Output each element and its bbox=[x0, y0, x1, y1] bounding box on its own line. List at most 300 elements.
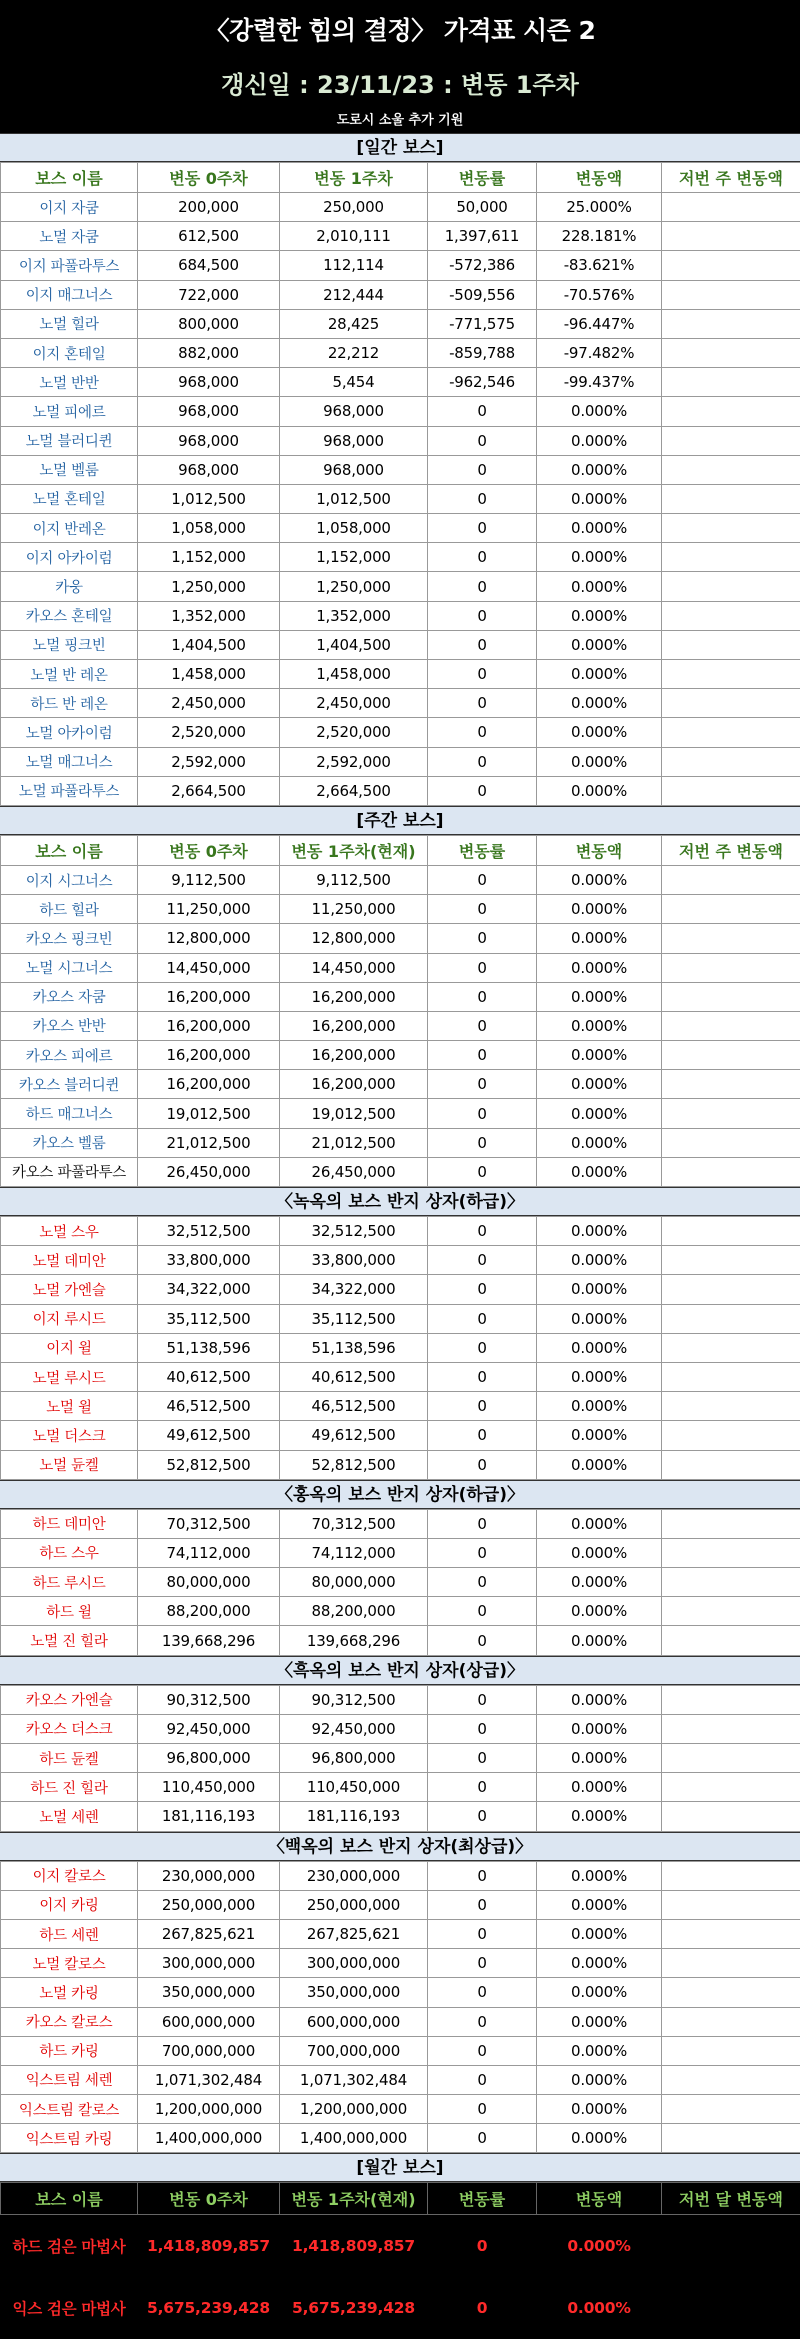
boss-name-cell: 하드 진 힐라 bbox=[1, 1773, 138, 1802]
week1-price-cell: 250,000,000 bbox=[280, 1890, 428, 1919]
last-change-cell bbox=[662, 572, 800, 601]
update-date: 갱신일 : 23/11/23 : 변동 1주차 bbox=[221, 71, 579, 99]
change-amount-cell: 0 bbox=[428, 1128, 537, 1157]
subtitle: 도로시 소울 추가 기원 bbox=[336, 113, 464, 128]
change-amount-cell: 0 bbox=[428, 2036, 537, 2065]
change-amount-cell: 0 bbox=[428, 924, 537, 953]
week1-price-cell: 968,000 bbox=[280, 455, 428, 484]
boss-name-cell: 노멀 혼테일 bbox=[1, 484, 138, 513]
table-row bbox=[1, 1685, 800, 1714]
boss-name-cell: 이지 루시드 bbox=[1, 1304, 138, 1333]
table-row bbox=[1, 338, 800, 367]
week0-price-cell: 34,322,000 bbox=[138, 1275, 280, 1304]
change-rate-cell: 0.000% bbox=[537, 776, 662, 805]
last-change-cell bbox=[662, 368, 800, 397]
change-rate-cell: 0.000% bbox=[537, 543, 662, 572]
week0-price-cell: 2,520,000 bbox=[138, 718, 280, 747]
last-change-cell bbox=[662, 660, 800, 689]
week0-price-cell: 968,000 bbox=[138, 397, 280, 426]
table-row bbox=[1, 484, 800, 513]
week1-price-cell: 9,112,500 bbox=[280, 865, 428, 894]
last-change-cell bbox=[662, 2007, 800, 2036]
change-rate-cell: 25.000% bbox=[537, 193, 662, 222]
change-rate-cell: 0.000% bbox=[537, 572, 662, 601]
table-row bbox=[1, 514, 800, 543]
table-row bbox=[1, 397, 800, 426]
last-change-cell bbox=[662, 1685, 800, 1714]
table-row bbox=[1, 1890, 800, 1919]
last-change-cell bbox=[662, 2124, 800, 2153]
week1-price-cell: 968,000 bbox=[280, 426, 428, 455]
change-amount-cell: 0 bbox=[428, 630, 537, 659]
white-box-table bbox=[0, 1861, 800, 2154]
table-row bbox=[1, 1919, 800, 1948]
week0-price-cell: 1,418,809,857 bbox=[138, 2215, 280, 2277]
table-row bbox=[1, 543, 800, 572]
green-box-rows bbox=[1, 1217, 800, 1480]
change-rate-cell: 0.000% bbox=[537, 1450, 662, 1479]
change-rate-cell: 0.000% bbox=[537, 1978, 662, 2007]
week1-price-cell: 110,450,000 bbox=[280, 1773, 428, 1802]
change-rate-cell: 0.000% bbox=[537, 1362, 662, 1391]
change-amount-cell: 0 bbox=[428, 514, 537, 543]
week1-price-cell: 5,454 bbox=[280, 368, 428, 397]
change-amount-cell: 0 bbox=[428, 982, 537, 1011]
week0-price-cell: 1,200,000,000 bbox=[138, 2095, 280, 2124]
week0-price-cell: 1,012,500 bbox=[138, 484, 280, 513]
boss-name-cell: 노멀 블러디퀸 bbox=[1, 426, 138, 455]
boss-name-cell: 하드 세렌 bbox=[1, 1919, 138, 1948]
week1-price-cell: 46,512,500 bbox=[280, 1392, 428, 1421]
last-change-cell bbox=[662, 1362, 800, 1391]
week0-price-cell: 882,000 bbox=[138, 338, 280, 367]
week0-price-cell: 200,000 bbox=[138, 193, 280, 222]
boss-name-cell: 노멀 데미안 bbox=[1, 1246, 138, 1275]
week0-price-cell: 250,000,000 bbox=[138, 1890, 280, 1919]
table-row bbox=[1, 251, 800, 280]
table-row bbox=[1, 1949, 800, 1978]
change-amount-cell: 0 bbox=[428, 1157, 537, 1186]
week0-price-cell: 230,000,000 bbox=[138, 1861, 280, 1890]
last-change-cell bbox=[662, 193, 800, 222]
change-amount-cell: 0 bbox=[428, 1304, 537, 1333]
week0-price-cell: 722,000 bbox=[138, 280, 280, 309]
change-amount-cell: -509,556 bbox=[428, 280, 537, 309]
last-change-cell bbox=[662, 747, 800, 776]
week0-price-cell: 700,000,000 bbox=[138, 2036, 280, 2065]
week0-price-cell: 800,000 bbox=[138, 309, 280, 338]
week0-price-cell: 16,200,000 bbox=[138, 1011, 280, 1040]
boss-name-cell: 이지 반레온 bbox=[1, 514, 138, 543]
green-box-banner: 〈녹옥의 보스 반지 상자(하급)〉 bbox=[0, 1187, 800, 1216]
table-row bbox=[1, 1744, 800, 1773]
change-amount-cell: 0 bbox=[428, 397, 537, 426]
change-rate-cell: 0.000% bbox=[537, 1626, 662, 1655]
change-rate-cell: 0.000% bbox=[537, 601, 662, 630]
table-row bbox=[1, 2215, 800, 2277]
change-rate-cell: 0.000% bbox=[537, 747, 662, 776]
last-change-cell bbox=[662, 689, 800, 718]
week1-price-cell: 230,000,000 bbox=[280, 1861, 428, 1890]
weekly-rows bbox=[1, 865, 800, 1186]
week1-price-cell: 968,000 bbox=[280, 397, 428, 426]
boss-name-cell: 카오스 가엔슬 bbox=[1, 1685, 138, 1714]
boss-name-cell: 하드 윌 bbox=[1, 1597, 138, 1626]
week1-price-cell: 35,112,500 bbox=[280, 1304, 428, 1333]
table-row bbox=[1, 630, 800, 659]
week0-price-cell: 1,071,302,484 bbox=[138, 2065, 280, 2094]
change-rate-cell: 0.000% bbox=[537, 630, 662, 659]
table-row bbox=[1, 222, 800, 251]
boss-name-cell: 카오스 블러디퀸 bbox=[1, 1070, 138, 1099]
last-change-cell bbox=[662, 601, 800, 630]
white-box-rows bbox=[1, 1861, 800, 2153]
boss-name-cell: 카웅 bbox=[1, 572, 138, 601]
week1-price-cell: 1,352,000 bbox=[280, 601, 428, 630]
boss-name-cell: 카오스 혼테일 bbox=[1, 601, 138, 630]
week0-price-cell: 110,450,000 bbox=[138, 1773, 280, 1802]
change-amount-cell: 0 bbox=[428, 1714, 537, 1743]
boss-name-cell: 카오스 피에르 bbox=[1, 1041, 138, 1070]
daily-header-row bbox=[1, 163, 800, 193]
week1-price-cell: 1,012,500 bbox=[280, 484, 428, 513]
table-row bbox=[1, 2095, 800, 2124]
change-amount-cell: 0 bbox=[428, 689, 537, 718]
boss-name-cell: 카오스 더스크 bbox=[1, 1714, 138, 1743]
change-rate-cell: 0.000% bbox=[537, 924, 662, 953]
change-rate-cell: 0.000% bbox=[537, 982, 662, 1011]
week1-price-cell: 16,200,000 bbox=[280, 1011, 428, 1040]
week1-price-cell: 1,058,000 bbox=[280, 514, 428, 543]
change-amount-cell: -771,575 bbox=[428, 309, 537, 338]
change-rate-cell: 0.000% bbox=[537, 1157, 662, 1186]
daily-table bbox=[0, 162, 800, 806]
week0-price-cell: 51,138,596 bbox=[138, 1333, 280, 1362]
boss-name-cell: 익스트림 세렌 bbox=[1, 2065, 138, 2094]
last-change-cell bbox=[662, 1744, 800, 1773]
table-row bbox=[1, 1450, 800, 1479]
table-row bbox=[1, 776, 800, 805]
week1-price-cell: 300,000,000 bbox=[280, 1949, 428, 1978]
column-header: 변동 0주차 bbox=[138, 835, 280, 865]
boss-name-cell: 이지 파풀라투스 bbox=[1, 251, 138, 280]
change-rate-cell: 0.000% bbox=[537, 1421, 662, 1450]
week1-price-cell: 139,668,296 bbox=[280, 1626, 428, 1655]
change-rate-cell: 0.000% bbox=[537, 484, 662, 513]
change-amount-cell: 0 bbox=[428, 895, 537, 924]
boss-name-cell: 노멀 카링 bbox=[1, 1978, 138, 2007]
last-change-cell bbox=[662, 982, 800, 1011]
boss-name-cell: 노멀 칼로스 bbox=[1, 1949, 138, 1978]
week1-price-cell: 33,800,000 bbox=[280, 1246, 428, 1275]
week0-price-cell: 1,058,000 bbox=[138, 514, 280, 543]
daily-banner: [일간 보스] bbox=[0, 133, 800, 162]
week0-price-cell: 2,592,000 bbox=[138, 747, 280, 776]
last-change-cell bbox=[662, 2277, 800, 2339]
week1-price-cell: 14,450,000 bbox=[280, 953, 428, 982]
red-box-banner: 〈홍옥의 보스 반지 상자(하급)〉 bbox=[0, 1480, 800, 1509]
table-row bbox=[1, 368, 800, 397]
change-rate-cell: 0.000% bbox=[537, 1128, 662, 1157]
boss-name-cell: 노멀 매그너스 bbox=[1, 747, 138, 776]
week1-price-cell: 250,000 bbox=[280, 193, 428, 222]
change-amount-cell: 0 bbox=[428, 1217, 537, 1246]
week0-price-cell: 16,200,000 bbox=[138, 1070, 280, 1099]
boss-name-cell: 카오스 반반 bbox=[1, 1011, 138, 1040]
weekly-table bbox=[0, 835, 800, 1187]
change-rate-cell: -70.576% bbox=[537, 280, 662, 309]
column-header: 변동률 bbox=[428, 2183, 537, 2215]
change-amount-cell: 0 bbox=[428, 1626, 537, 1655]
week0-price-cell: 52,812,500 bbox=[138, 1450, 280, 1479]
week0-price-cell: 684,500 bbox=[138, 251, 280, 280]
column-header: 저번 달 변동액 bbox=[662, 2183, 800, 2215]
change-amount-cell: 0 bbox=[428, 1685, 537, 1714]
last-change-cell bbox=[662, 1333, 800, 1362]
table-row bbox=[1, 1070, 800, 1099]
sheet-header bbox=[0, 0, 800, 133]
last-change-cell bbox=[662, 1538, 800, 1567]
change-rate-cell: 0.000% bbox=[537, 2095, 662, 2124]
week0-price-cell: 1,400,000,000 bbox=[138, 2124, 280, 2153]
table-row bbox=[1, 2124, 800, 2153]
week1-price-cell: 2,664,500 bbox=[280, 776, 428, 805]
table-row bbox=[1, 747, 800, 776]
table-row bbox=[1, 953, 800, 982]
change-amount-cell: 0 bbox=[428, 1802, 537, 1831]
change-amount-cell: 0 bbox=[428, 2277, 537, 2339]
week1-price-cell: 350,000,000 bbox=[280, 1978, 428, 2007]
monthly-rows bbox=[1, 2215, 800, 2339]
boss-name-cell: 노멀 스우 bbox=[1, 1217, 138, 1246]
week0-price-cell: 1,250,000 bbox=[138, 572, 280, 601]
change-rate-cell: 0.000% bbox=[537, 397, 662, 426]
change-rate-cell: 0.000% bbox=[537, 1568, 662, 1597]
table-row bbox=[1, 2036, 800, 2065]
change-amount-cell: 0 bbox=[428, 1861, 537, 1890]
change-rate-cell: 0.000% bbox=[537, 1773, 662, 1802]
table-row bbox=[1, 193, 800, 222]
last-change-cell bbox=[662, 1861, 800, 1890]
last-change-cell bbox=[662, 280, 800, 309]
last-change-cell bbox=[662, 1217, 800, 1246]
green-box-table bbox=[0, 1216, 800, 1480]
table-row bbox=[1, 1128, 800, 1157]
last-change-cell bbox=[662, 776, 800, 805]
change-rate-cell: 0.000% bbox=[537, 1685, 662, 1714]
boss-name-cell: 하드 검은 마법사 bbox=[1, 2215, 138, 2277]
week1-price-cell: 2,592,000 bbox=[280, 747, 428, 776]
last-change-cell bbox=[662, 1275, 800, 1304]
change-amount-cell: 0 bbox=[428, 1919, 537, 1948]
change-rate-cell: 0.000% bbox=[537, 1041, 662, 1070]
boss-name-cell: 노멀 루시드 bbox=[1, 1362, 138, 1391]
boss-name-cell: 노멀 세렌 bbox=[1, 1802, 138, 1831]
change-amount-cell: 0 bbox=[428, 1538, 537, 1567]
change-rate-cell: 0.000% bbox=[537, 2007, 662, 2036]
change-rate-cell: 0.000% bbox=[537, 2277, 662, 2339]
last-change-cell bbox=[662, 1597, 800, 1626]
table-row bbox=[1, 1157, 800, 1186]
change-amount-cell: 0 bbox=[428, 1275, 537, 1304]
boss-name-cell: 노멀 듄켈 bbox=[1, 1450, 138, 1479]
table-row bbox=[1, 924, 800, 953]
column-header: 저번 주 변동액 bbox=[662, 163, 800, 193]
boss-name-cell: 하드 힐라 bbox=[1, 895, 138, 924]
week0-price-cell: 33,800,000 bbox=[138, 1246, 280, 1275]
week0-price-cell: 32,512,500 bbox=[138, 1217, 280, 1246]
change-rate-cell: 0.000% bbox=[537, 1217, 662, 1246]
week1-price-cell: 112,114 bbox=[280, 251, 428, 280]
change-amount-cell: -962,546 bbox=[428, 368, 537, 397]
boss-name-cell: 하드 루시드 bbox=[1, 1568, 138, 1597]
column-header: 변동률 bbox=[428, 163, 537, 193]
week0-price-cell: 21,012,500 bbox=[138, 1128, 280, 1157]
boss-name-cell: 이지 칼로스 bbox=[1, 1861, 138, 1890]
change-rate-cell: -96.447% bbox=[537, 309, 662, 338]
last-change-cell bbox=[662, 426, 800, 455]
table-row bbox=[1, 660, 800, 689]
change-amount-cell: 0 bbox=[428, 1392, 537, 1421]
last-change-cell bbox=[662, 718, 800, 747]
column-header: 저번 주 변동액 bbox=[662, 835, 800, 865]
boss-name-cell: 노멀 벨룸 bbox=[1, 455, 138, 484]
change-rate-cell: 0.000% bbox=[537, 2215, 662, 2277]
change-amount-cell: 0 bbox=[428, 1509, 537, 1538]
change-amount-cell: 0 bbox=[428, 455, 537, 484]
table-row bbox=[1, 1626, 800, 1655]
table-row bbox=[1, 1099, 800, 1128]
week0-price-cell: 1,458,000 bbox=[138, 660, 280, 689]
table-row bbox=[1, 1568, 800, 1597]
week0-price-cell: 16,200,000 bbox=[138, 982, 280, 1011]
table-row bbox=[1, 455, 800, 484]
black-box-rows bbox=[1, 1685, 800, 1831]
week1-price-cell: 181,116,193 bbox=[280, 1802, 428, 1831]
last-change-cell bbox=[662, 222, 800, 251]
week1-price-cell: 2,010,111 bbox=[280, 222, 428, 251]
boss-name-cell: 노멀 핑크빈 bbox=[1, 630, 138, 659]
week1-price-cell: 52,812,500 bbox=[280, 1450, 428, 1479]
week1-price-cell: 22,212 bbox=[280, 338, 428, 367]
boss-name-cell: 노멀 윌 bbox=[1, 1392, 138, 1421]
table-row bbox=[1, 280, 800, 309]
last-change-cell bbox=[662, 1890, 800, 1919]
week1-price-cell: 11,250,000 bbox=[280, 895, 428, 924]
week1-price-cell: 1,200,000,000 bbox=[280, 2095, 428, 2124]
change-rate-cell: 0.000% bbox=[537, 895, 662, 924]
last-change-cell bbox=[662, 1099, 800, 1128]
change-rate-cell: 0.000% bbox=[537, 1509, 662, 1538]
change-amount-cell: 0 bbox=[428, 1450, 537, 1479]
white-box-banner: 〈백옥의 보스 반지 상자(최상급)〉 bbox=[0, 1832, 800, 1861]
change-rate-cell: 0.000% bbox=[537, 1538, 662, 1567]
week1-price-cell: 212,444 bbox=[280, 280, 428, 309]
column-header: 변동률 bbox=[428, 835, 537, 865]
boss-name-cell: 이지 혼테일 bbox=[1, 338, 138, 367]
change-amount-cell: 50,000 bbox=[428, 193, 537, 222]
change-rate-cell: 0.000% bbox=[537, 1714, 662, 1743]
last-change-cell bbox=[662, 1714, 800, 1743]
last-change-cell bbox=[662, 1978, 800, 2007]
last-change-cell bbox=[662, 1011, 800, 1040]
change-rate-cell: 0.000% bbox=[537, 718, 662, 747]
column-header: 변동 1주차 bbox=[280, 163, 428, 193]
change-amount-cell: 0 bbox=[428, 1568, 537, 1597]
change-rate-cell: 0.000% bbox=[537, 514, 662, 543]
table-row bbox=[1, 1217, 800, 1246]
last-change-cell bbox=[662, 455, 800, 484]
week1-price-cell: 40,612,500 bbox=[280, 1362, 428, 1391]
week1-price-cell: 1,400,000,000 bbox=[280, 2124, 428, 2153]
table-row bbox=[1, 1861, 800, 1890]
last-change-cell bbox=[662, 1919, 800, 1948]
weekly-banner: [주간 보스] bbox=[0, 806, 800, 835]
last-change-cell bbox=[662, 543, 800, 572]
boss-name-cell: 노멀 반반 bbox=[1, 368, 138, 397]
week1-price-cell: 267,825,621 bbox=[280, 1919, 428, 1948]
last-change-cell bbox=[662, 1392, 800, 1421]
last-change-cell bbox=[662, 484, 800, 513]
change-amount-cell: 0 bbox=[428, 1597, 537, 1626]
change-amount-cell: 0 bbox=[428, 1362, 537, 1391]
change-rate-cell: 0.000% bbox=[537, 1919, 662, 1948]
table-row bbox=[1, 718, 800, 747]
table-row bbox=[1, 572, 800, 601]
change-amount-cell: 0 bbox=[428, 2124, 537, 2153]
week1-price-cell: 34,322,000 bbox=[280, 1275, 428, 1304]
change-rate-cell: 0.000% bbox=[537, 1070, 662, 1099]
change-rate-cell: 0.000% bbox=[537, 865, 662, 894]
boss-name-cell: 하드 듄켈 bbox=[1, 1744, 138, 1773]
change-amount-cell: 0 bbox=[428, 1099, 537, 1128]
boss-name-cell: 카오스 자쿰 bbox=[1, 982, 138, 1011]
week0-price-cell: 11,250,000 bbox=[138, 895, 280, 924]
change-amount-cell: 0 bbox=[428, 1041, 537, 1070]
change-amount-cell: 0 bbox=[428, 1890, 537, 1919]
table-row bbox=[1, 689, 800, 718]
change-amount-cell: 0 bbox=[428, 718, 537, 747]
last-change-cell bbox=[662, 1041, 800, 1070]
table-row bbox=[1, 601, 800, 630]
black-box-banner: 〈흑옥의 보스 반지 상자(상급)〉 bbox=[0, 1656, 800, 1685]
week0-price-cell: 96,800,000 bbox=[138, 1744, 280, 1773]
week0-price-cell: 1,152,000 bbox=[138, 543, 280, 572]
page-title: 〈강렬한 힘의 결정〉 가격표 시즌 2 bbox=[204, 16, 596, 45]
last-change-cell bbox=[662, 953, 800, 982]
column-header: 보스 이름 bbox=[1, 2183, 138, 2215]
change-rate-cell: 0.000% bbox=[537, 1949, 662, 1978]
last-change-cell bbox=[662, 1773, 800, 1802]
change-rate-cell: 0.000% bbox=[537, 1597, 662, 1626]
change-rate-cell: -97.482% bbox=[537, 338, 662, 367]
last-change-cell bbox=[662, 895, 800, 924]
last-change-cell bbox=[662, 924, 800, 953]
last-change-cell bbox=[662, 1157, 800, 1186]
week0-price-cell: 600,000,000 bbox=[138, 2007, 280, 2036]
change-rate-cell: -99.437% bbox=[537, 368, 662, 397]
week1-price-cell: 2,520,000 bbox=[280, 718, 428, 747]
table-row bbox=[1, 426, 800, 455]
week1-price-cell: 21,012,500 bbox=[280, 1128, 428, 1157]
last-change-cell bbox=[662, 1949, 800, 1978]
red-box-table bbox=[0, 1509, 800, 1656]
change-amount-cell: 0 bbox=[428, 1744, 537, 1773]
last-change-cell bbox=[662, 1802, 800, 1831]
change-rate-cell: -83.621% bbox=[537, 251, 662, 280]
table-row bbox=[1, 1978, 800, 2007]
last-change-cell bbox=[662, 630, 800, 659]
